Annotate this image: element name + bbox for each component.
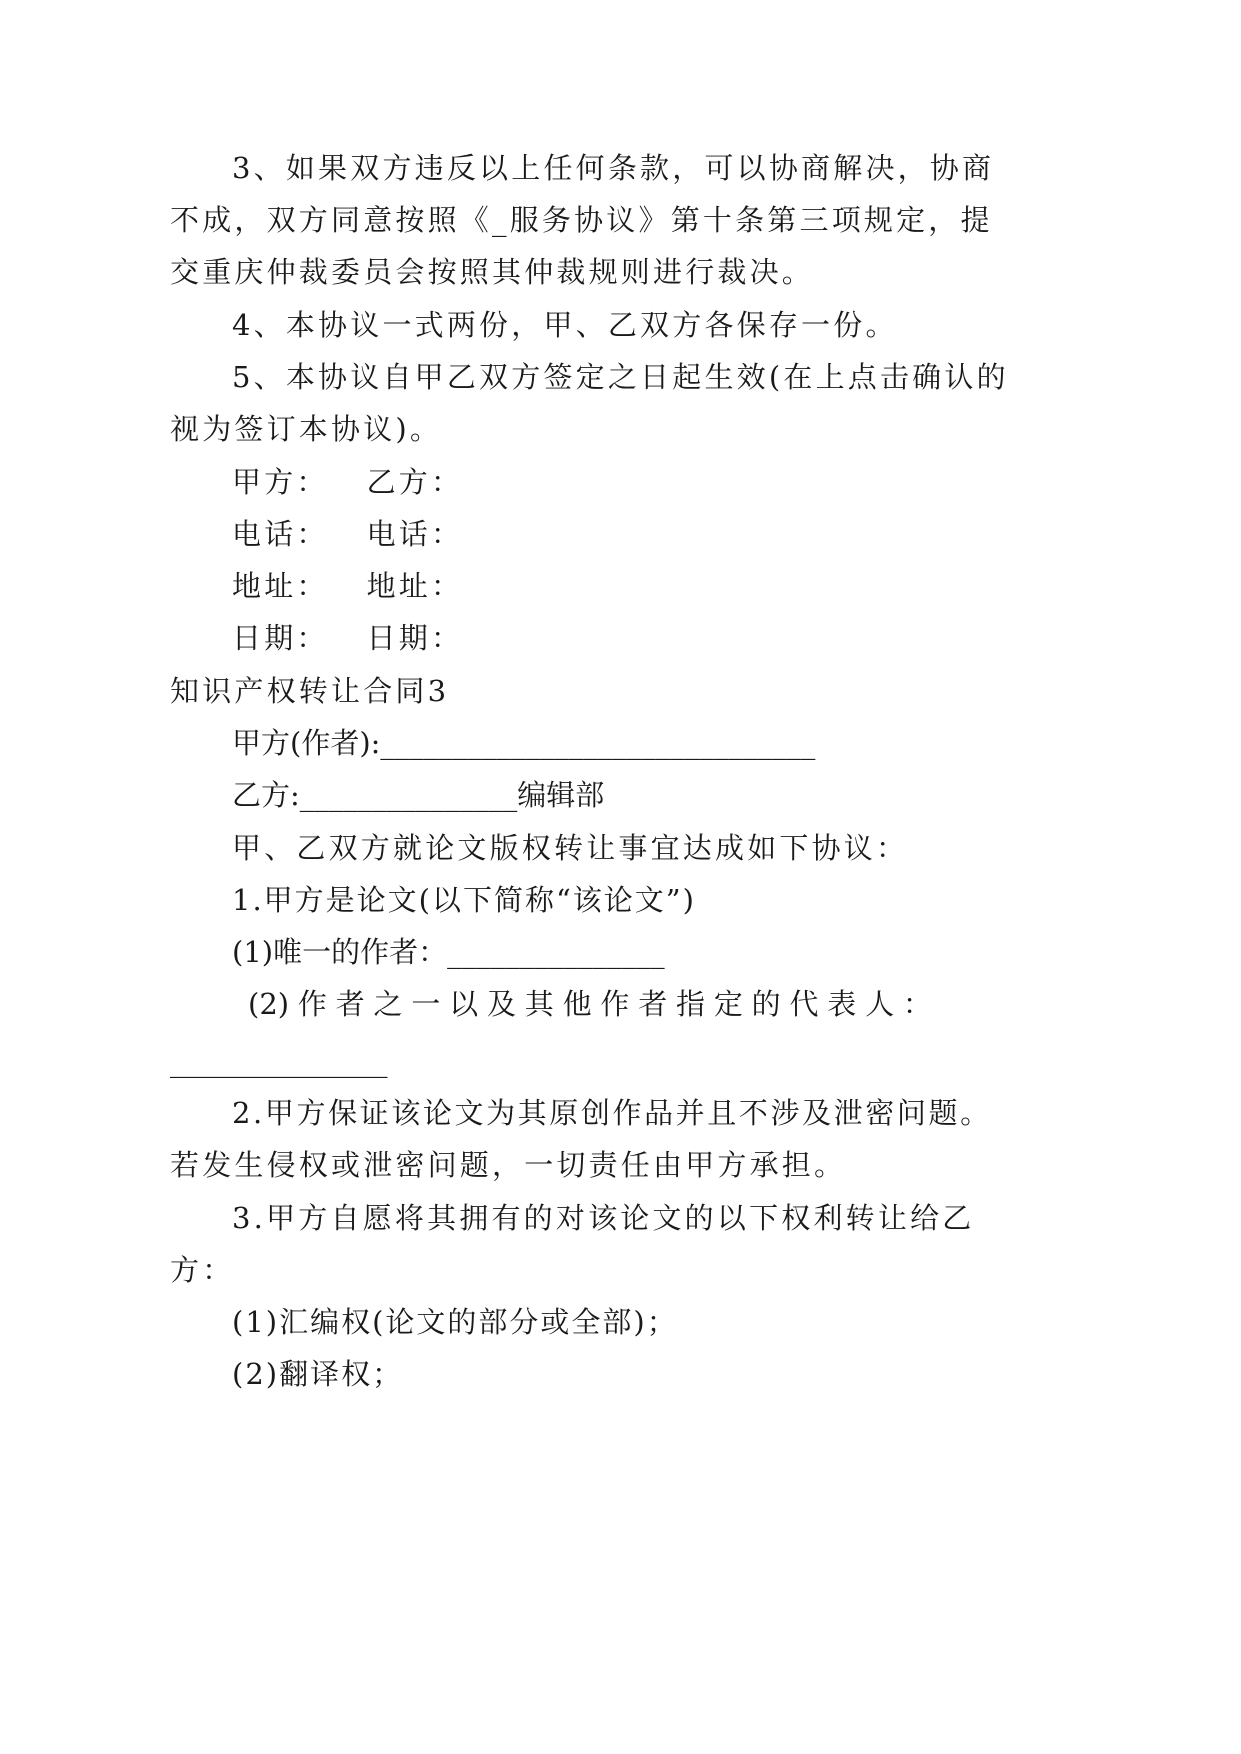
signature-row-date: [232, 618, 463, 658]
item-1-sub-1: (1)唯一的作者：_______________: [232, 935, 665, 969]
item-3-line-1: 3.甲方自愿将其拥有的对该论文的以下权利转让给乙: [232, 1201, 975, 1235]
clause-4: 4、本协议一式两份，甲、乙双方各保存一份。: [232, 308, 898, 342]
item-1-sub-2-char: 指: [676, 987, 706, 1021]
agreement-intro: 甲、乙双方就论文版权转让事宜达成如下协议：: [232, 831, 909, 865]
signature-row-party: [232, 462, 463, 502]
item-2-line-2: 若发生侵权或泄密问题，一切责任由甲方承担。: [170, 1148, 847, 1182]
clause-3-line-3: 交重庆仲裁委员会按照其仲裁规则进行裁决。: [170, 255, 815, 289]
item-3-sub-2: (2)翻译权；: [232, 1357, 404, 1391]
party-b-address-label: 地址：: [366, 569, 464, 603]
party-b-phone-label: 电话：: [366, 517, 464, 551]
signature-row-phone: [232, 514, 463, 554]
party-a-phone-label: 电话：: [232, 517, 329, 551]
party-b-date-label: 日期：: [366, 621, 464, 655]
party-b-editorial-line: 乙方:_______________编辑部: [232, 778, 605, 812]
item-3-line-2: 方：: [170, 1253, 235, 1287]
item-1-sub-2-char: 一: [411, 987, 441, 1021]
clause-5-line-2: 视为签订本协议)。: [170, 412, 443, 446]
item-1-sub-2-char: 代: [789, 987, 819, 1021]
party-b-label: 乙方：: [366, 465, 464, 499]
item-1-sub-2-char: 作: [297, 987, 327, 1021]
item-1-sub-2-char: 其: [524, 987, 554, 1021]
item-3-sub-1: (1)汇编权(论文的部分或全部)；: [232, 1305, 678, 1339]
clause-5-line-1: 5、本协议自甲乙双方签定之日起生效(在上点击确认的: [232, 360, 1009, 394]
party-a-date-label: 日期：: [232, 621, 329, 655]
item-1-sub-2-char: 者: [335, 987, 365, 1021]
party-a-address-label: 地址：: [232, 569, 329, 603]
item-1-sub-2: [248, 984, 932, 1024]
item-1-sub-2-char: 的: [751, 987, 781, 1021]
clause-3-line-2: 不成，双方同意按照《_服务协议》第十条第三项规定，提: [170, 203, 993, 237]
item-1-sub-2-char: 之: [373, 987, 403, 1021]
party-a-author-line: 甲方(作者):______________________________: [232, 726, 816, 760]
clause-3-line-1: 3、如果双方违反以上任何条款，可以协商解决，协商: [232, 151, 995, 185]
signature-row-address: [232, 566, 463, 606]
item-1-sub-2-char: 表: [827, 987, 857, 1021]
item-1-sub-2-char: (2): [248, 987, 290, 1021]
item-1-sub-2-char: 作: [600, 987, 630, 1021]
item-1-sub-2-char: 他: [562, 987, 592, 1021]
item-1-sub-2-char: 定: [713, 987, 743, 1021]
item-1-sub-2-char: 及: [486, 987, 516, 1021]
item-1-sub-2-char: 者: [638, 987, 668, 1021]
contract-title: 知识产权转让合同3: [170, 674, 450, 708]
item-1: 1.甲方是论文(以下简称“该论文”): [232, 883, 696, 917]
item-1-sub-2-blank: _______________: [170, 1044, 388, 1078]
item-1-sub-2-char: 人: [865, 987, 895, 1021]
item-2-line-1: 2.甲方保证该论文为其原创作品并且不涉及泄密问题。: [232, 1096, 992, 1130]
item-1-sub-2-char: ：: [902, 987, 932, 1021]
item-1-sub-2-char: 以: [449, 987, 479, 1021]
party-a-label: 甲方：: [232, 465, 329, 499]
